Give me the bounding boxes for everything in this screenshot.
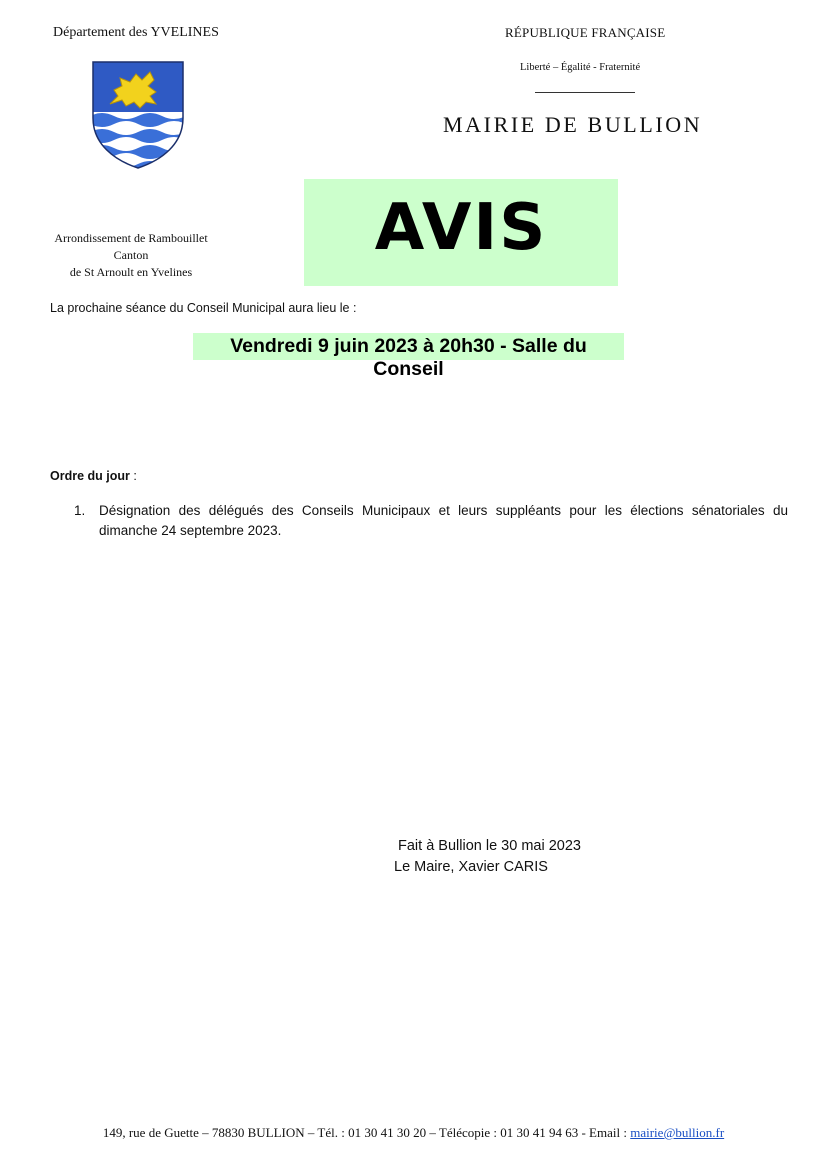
email-link[interactable]: mairie@bullion.fr: [630, 1125, 725, 1140]
agenda-label: [50, 469, 137, 483]
footer-address: 149, rue de Guette – 78830 BULLION – Tél. : 01 30 41 30 20 – Télécopie : 01 30 41 94 63 - Email :: [102, 1125, 631, 1140]
notice-title: AVIS: [374, 191, 548, 265]
footer: [0, 1125, 827, 1141]
canton-name-line: de St Arnoult en Yvelines: [69, 265, 193, 279]
canton-line: Canton: [113, 248, 149, 262]
place-date: Fait à Bullion le 30 mai 2023: [398, 838, 581, 854]
republic-label: RÉPUBLIQUE FRANÇAISE: [505, 25, 666, 40]
agenda-label-suffix: :: [129, 469, 137, 483]
mairie-title: MAIRIE DE BULLION: [443, 112, 703, 137]
agenda-item-text: Désignation des délégués des Conseils Municipaux et leurs suppléants pour les élections sénatoriales du dimanche 24 septembre 2023.: [99, 503, 788, 538]
session-details: Vendredi 9 juin 2023 à 20h30 - Salle du Conseil: [230, 335, 587, 380]
agenda-item-number: 1.: [74, 503, 86, 518]
coat-of-arms-icon: [90, 60, 186, 170]
arrondissement-line: Arrondissement de Rambouillet: [54, 231, 208, 245]
agenda-label-text: Ordre du jour: [50, 469, 130, 483]
signatory: Le Maire, Xavier CARIS: [394, 859, 548, 875]
motto: Liberté – Égalité - Fraternité: [520, 62, 641, 73]
intro-text: La prochaine séance du Conseil Municipal aura lieu le :: [50, 301, 357, 315]
department-label: Département des YVELINES: [53, 25, 219, 40]
motto-divider: [535, 92, 635, 93]
